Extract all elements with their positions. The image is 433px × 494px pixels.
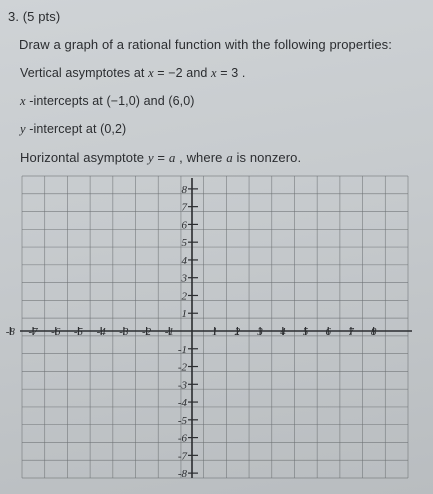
x-tick-label: 2 (234, 326, 241, 338)
ha-var-a: a (168, 150, 176, 165)
ha-post: is nonzero. (232, 150, 302, 165)
y-tick-label: -6 (177, 432, 187, 445)
x-tick-label: -1 (164, 326, 174, 338)
y-tick-label: 5 (181, 237, 187, 250)
x-tick-label: 6 (325, 326, 331, 338)
y-tick-label: -8 (177, 468, 187, 481)
y-tick-label: 4 (181, 254, 187, 267)
y-tick-label: 7 (181, 201, 187, 214)
xi-var: x (20, 94, 26, 108)
y-tick-label: 3 (181, 272, 187, 285)
y-tick-label: 1 (181, 308, 187, 321)
ha-var-a2: a (226, 150, 233, 165)
va-text: Vertical asymptotes at (20, 66, 149, 80)
y-tick-label: 2 (181, 290, 187, 303)
xi-text: -intercepts at (−1,0) and (6,0) (25, 94, 195, 108)
va-eq1: = −2 and (153, 66, 212, 80)
x-tick-label: -5 (73, 326, 84, 338)
x-tick-label: -3 (119, 326, 129, 338)
y-tick-label: -7 (177, 450, 187, 463)
x-tick-label: 1 (211, 326, 218, 338)
y-tick-label: -3 (177, 379, 187, 392)
x-tick-label: -8 (5, 326, 15, 338)
x-tick-label: -7 (28, 326, 38, 338)
ha-eq: = (153, 150, 169, 165)
x-tick-label: 4 (280, 326, 286, 338)
x-tick-label: -6 (51, 326, 61, 338)
y-tick-label: -5 (177, 414, 187, 427)
x-tick-label: -2 (142, 326, 152, 338)
y-tick-label: 8 (181, 183, 187, 196)
y-tick-label: 6 (181, 219, 187, 232)
question-prompt: Draw a graph of a rational function with the following properties: (19, 37, 392, 52)
x-tick-label: 8 (370, 326, 377, 338)
ha-var-y: y (147, 150, 154, 165)
y-tick-label: -1 (177, 343, 187, 356)
question-header: 3. (5 pts) (8, 9, 61, 24)
x-tick-label: 5 (302, 326, 309, 338)
x-tick-label: 3 (257, 326, 263, 338)
yi-text: -intercept at (0,2) (25, 122, 127, 136)
x-tick-label: -4 (96, 326, 106, 338)
yi-var: y (20, 122, 26, 136)
x-tick-label: 7 (348, 326, 354, 338)
ha-mid: , where (175, 150, 227, 165)
ha-text: Horizontal asymptote (20, 150, 148, 165)
va-eq2: = 3 . (216, 66, 246, 80)
va-var-x1: x (148, 66, 154, 80)
y-tick-label: -2 (177, 361, 187, 374)
y-tick-label: -4 (177, 397, 187, 410)
va-var-x2: x (211, 66, 217, 80)
